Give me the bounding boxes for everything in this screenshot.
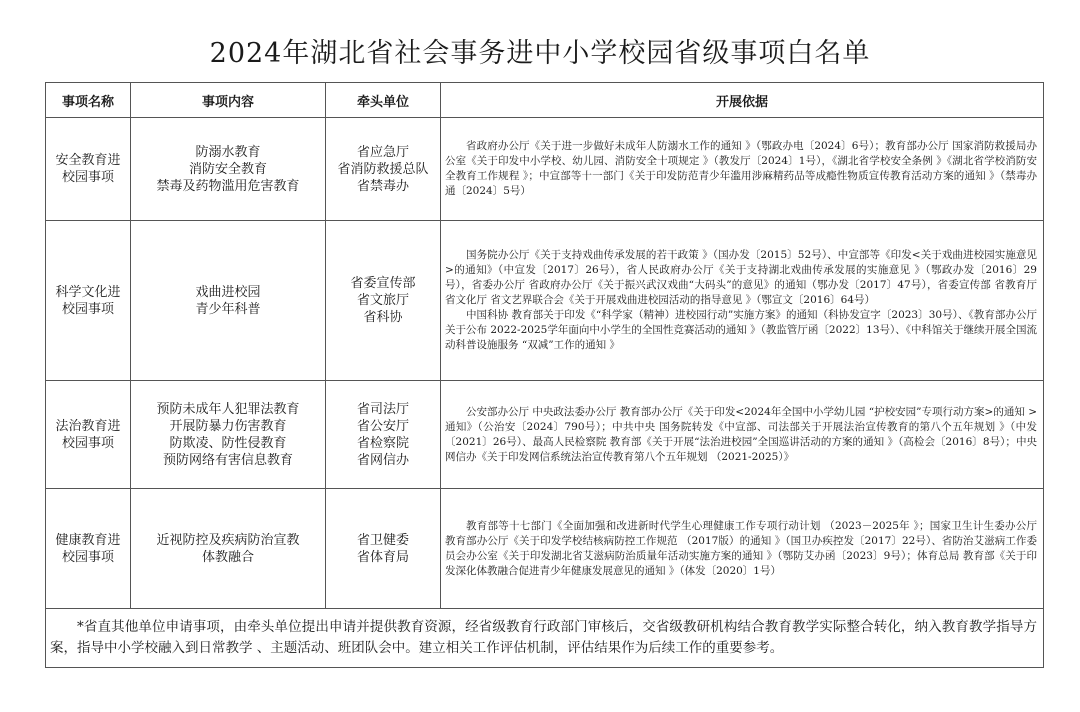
row-lead xyxy=(326,489,441,609)
content-item: 预防网络有害信息教育 xyxy=(162,452,293,468)
row-content xyxy=(131,118,326,221)
header-name: 事项名称 xyxy=(46,83,131,118)
table-row xyxy=(46,489,1044,609)
row-name: 健康教育进校园事项 xyxy=(46,489,131,609)
content-item: 戏曲进校园 xyxy=(195,284,261,300)
table-row xyxy=(46,118,1044,221)
content-item: 近视防控及疾病防治宣教 xyxy=(156,532,300,548)
row-name: 科学文化进校园事项 xyxy=(46,221,131,381)
content-item: 防欺凌、防性侵教育 xyxy=(169,435,287,451)
row-lead xyxy=(326,381,441,489)
footnote-row xyxy=(46,609,1044,668)
basis-paragraph: 中国科协 教育部关于印发《“科学家（精神）进校园行动”实施方案》的通知（科协发宣字〔2023〕30号）、《教育部办公厅关于公布 2022-2025学年面向中小学生的全国性竞赛活动的通知 》（教监管厅函〔2022〕13号）、《中科馆关于继续开展全国流动科普设施服务 “双减”工作的通知 》 xyxy=(445,309,1037,351)
basis-paragraph: 国务院办公厅《关于支持戏曲传承发展的若干政策 》（国办发〔2015〕52号）、中宣部等《印发<关于戏曲进校园实施意见 >的通知》（中宣发〔2017〕26号），省人民政府办公厅《关于支持湖北戏曲传承发展的实施意见 》（鄂政办发〔2016〕29号），省委办公厅 省政府办公厅《关于振兴武汉戏曲“大码头”的意见》的通知（鄂办发〔2017〕47号），省委宣传部 省教育厅 省文化厅 省文艺界联合会《关于开展戏曲进校园活动的指导意见 》（鄂宣文〔2016〕64号） xyxy=(445,249,1037,306)
lead-unit: 省体育局 xyxy=(356,549,409,565)
content-item: 禁毒及药物滥用危害教育 xyxy=(156,178,300,194)
table-row xyxy=(46,221,1044,381)
header-content: 事项内容 xyxy=(131,83,326,118)
lead-unit: 省应急厅 xyxy=(356,144,409,160)
row-name: 法治教育进校园事项 xyxy=(46,381,131,489)
lead-unit: 省消防救援总队 xyxy=(337,161,429,177)
table-row xyxy=(46,381,1044,489)
footnote-text: *省直其他单位申请事项，由牵头单位提出申请并提供教育资源，经省级教育行政部门审核后，交省级教研机构结合教育教学实际整合转化，纳入教育教学指导方案，指导中小学校融入到日常教学 、主题活动、班团队会中。建立相关工作评估机制，评估结果作为后续工作的重要参考。 xyxy=(50,619,1037,656)
lead-unit: 省禁毒办 xyxy=(356,178,409,194)
content-item: 消防安全教育 xyxy=(188,161,267,177)
row-basis xyxy=(441,381,1044,489)
table-header-row xyxy=(46,83,1044,118)
row-basis xyxy=(441,489,1044,609)
lead-unit: 省卫健委 xyxy=(356,532,409,548)
lead-unit: 省检察院 xyxy=(356,435,409,451)
content-item: 防溺水教育 xyxy=(195,144,261,160)
lead-unit: 省委宣传部 xyxy=(350,276,416,291)
row-lead xyxy=(326,118,441,221)
page-title: 2024年湖北省社会事务进中小学校园省级事项白名单 xyxy=(209,38,871,69)
lead-unit: 省科协 xyxy=(363,310,403,325)
lead-unit: 省公安厅 xyxy=(356,418,409,434)
content-item: 开展防暴力伤害教育 xyxy=(169,418,287,434)
footnote-cell xyxy=(46,609,1044,668)
row-basis xyxy=(441,221,1044,381)
lead-unit: 省司法厅 xyxy=(356,401,409,417)
row-content xyxy=(131,221,326,381)
header-lead: 牵头单位 xyxy=(326,83,441,118)
row-content xyxy=(131,489,326,609)
header-basis: 开展依据 xyxy=(441,83,1044,118)
row-name: 安全教育进校园事项 xyxy=(46,118,131,221)
basis-paragraph: 教育部等十七部门《全面加强和改进新时代学生心理健康工作专项行动计划 （2023－2025年 》；国家卫生计生委办公厅 教育部办公厅《关于印发学校结核病防控工作规范 （2017版）的通知 》（国卫办疾控发〔2017〕22号）、省防治艾滋病工作委员会办公室《关于印发湖北省艾滋病防治质量年活动实施方案的通知 》（鄂防艾办函〔2023〕9号）；体育总局 教育部《关于印发深化体教融合促进青少年健康发展意见的通知 》（体发〔2020〕1号） xyxy=(445,519,1037,577)
row-lead xyxy=(326,221,441,381)
basis-paragraph: 省政府办公厅《关于进一步做好未成年人防溺水工作的通知 》（鄂政办电〔2024〕6号）；教育部办公厅 国家消防救援局办公室《关于印发中小学校、幼儿园、消防安全十项规定 》（教发厅〔2024〕1号），《湖北省学校安全条例 》《湖北省学校消防安全教育工作规程 》；中宣部等十一部门《关于印发防范青少年滥用涉麻精药品等成瘾性物质宣传教育活动方案的通知 》（禁毒办通〔2024〕5号） xyxy=(445,140,1037,197)
lead-unit: 省文旅厅 xyxy=(356,293,409,308)
whitelist-table xyxy=(45,82,1044,668)
content-item: 预防未成年人犯罪法教育 xyxy=(156,401,300,417)
content-item: 青少年科普 xyxy=(195,301,261,317)
row-content xyxy=(131,381,326,489)
lead-unit: 省网信办 xyxy=(356,452,409,468)
basis-paragraph: 公安部办公厅 中央政法委办公厅 教育部办公厅《关于印发<2024年全国中小学幼儿园 “护校安园”专项行动方案>的通知 >通知》（公治安〔2024〕790号）；中共中央 国务院转发《中宣部、司法部关于开展法治宣传教育的第八个五年规划 》（中发〔2021〕26号）、最高人民检察院 教育部《关于开展“法治进校园”全国巡讲活动的方案的通知 》（高检会〔2016〕8号）；中央网信办《关于印发网信系统法治宣传教育第八个五年规划 （2021-2025）》 xyxy=(445,405,1037,463)
row-basis xyxy=(441,118,1044,221)
content-item: 体教融合 xyxy=(201,549,254,565)
